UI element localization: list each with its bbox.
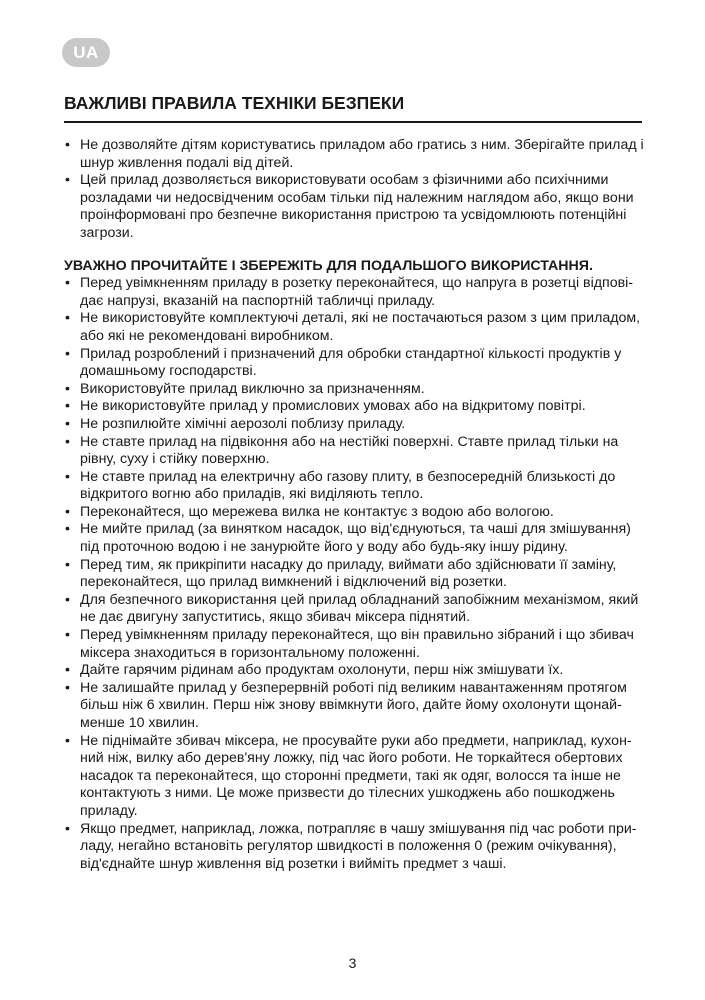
- list-item: • Не залишайте прилад у безперервній роботі під великим навантаженням протягом більш ніж 6 хвилин. Перш ніж знову ввімкнути його, дайте йому охолонути щонайменше 10 хвилин.: [64, 680, 649, 733]
- list-item: • Не мийте прилад (за винятком насадок, що від'єднуються, та чаші для змішування) під проточною водою і не занурюйте його у воду або будь-яку іншу рідину.: [64, 521, 649, 556]
- safety-content: [64, 137, 649, 873]
- language-badge: UA: [62, 38, 110, 67]
- list-item: • Не ставте прилад на підвіконня або на нестійкі поверхні. Ставте прилад тільки на рівну, суху і стійку поверхню.: [64, 434, 649, 469]
- rules-list: [64, 275, 649, 873]
- page-title: ВАЖЛИВІ ПРАВИЛА ТЕХНІКИ БЕЗПЕКИ: [64, 93, 405, 113]
- list-item: • Прилад розроблений і призначений для обробки стандартної кількості продуктів у домашньому господарстві.: [64, 346, 649, 381]
- list-item: • Якщо предмет, наприклад, ложка, потрапляє в чашу змішування під час роботи приладу, негайно встановіть регулятор швидкості в положення 0 (режим очікування), від'єднайте шнур живлення від розетки і вийміть предмет з чаші.: [64, 821, 649, 874]
- list-item: • Цей прилад дозволяється використовувати особам з фізичними або психічними розладами чи недосвідченим особам тільки під належним наглядом або, якщо вони проінформовані про безпечне використання пристрою та усвідомлюють потенційні загрози.: [64, 172, 649, 242]
- list-item: • Не ставте прилад на електричну або газову плиту, в безпосередній близькості до відкритого вогню або приладів, які виділяють тепло.: [64, 469, 649, 504]
- list-item: • Переконайтеся, що мережева вилка не контактує з водою або вологою.: [64, 504, 649, 522]
- list-item: • Не дозволяйте дітям користуватись приладом або гратись з ним. Зберігайте прилад і шнур живлення подалі від дітей.: [64, 137, 649, 172]
- intro-list: [64, 137, 649, 243]
- list-item: • Для безпечного використання цей прилад обладнаний запобіжним механізмом, який не дає двигуну запуститись, якщо збивач міксера піднятий.: [64, 592, 649, 627]
- list-item: • Не піднімайте збивач міксера, не просувайте руки або предмети, наприклад, кухонний ніж, вилку або дерев'яну ложку, під час його роботи. Не торкайтеся обертових насадок та переконайтеся, що сторонні предмети, такі як одяг, волосся та інше не контактують з ними. Це може призвести до тілесних ушкоджень або пошкоджень приладу.: [64, 733, 649, 821]
- list-item: • Перед увімкненням приладу в розетку переконайтеся, що напруга в розетці відповідає напрузі, вказаній на паспортній табличці приладу.: [64, 275, 649, 310]
- page-number: 3: [348, 955, 357, 971]
- list-item: • Перед увімкненням приладу переконайтеся, що він правильно зібраний і що збивач міксера знаходиться в горизонтальному положенні.: [64, 627, 649, 662]
- list-item: • Перед тим, як прикріпити насадку до приладу, виймати або здійснювати її заміну, переконайтеся, що прилад вимкнений і відключений від розетки.: [64, 557, 649, 592]
- list-item: • Не розпилюйте хімічні аерозолі поблизу приладу.: [64, 416, 649, 434]
- section-subheading: УВАЖНО ПРОЧИТАЙТЕ І ЗБЕРЕЖІТЬ ДЛЯ ПОДАЛЬШОГО ВИКОРИСТАННЯ.: [64, 257, 593, 274]
- list-item: • Дайте гарячим рідинам або продуктам охолонути, перш ніж змішувати їх.: [64, 662, 649, 680]
- list-item: • Використовуйте прилад виключно за призначенням.: [64, 381, 649, 399]
- title-underline: [64, 121, 642, 123]
- list-item: • Не використовуйте комплектуючі деталі, які не постачаються разом з цим приладом, або які не рекомендовані виробником.: [64, 310, 649, 345]
- list-item: • Не використовуйте прилад у промислових умовах або на відкритому повітрі.: [64, 398, 649, 416]
